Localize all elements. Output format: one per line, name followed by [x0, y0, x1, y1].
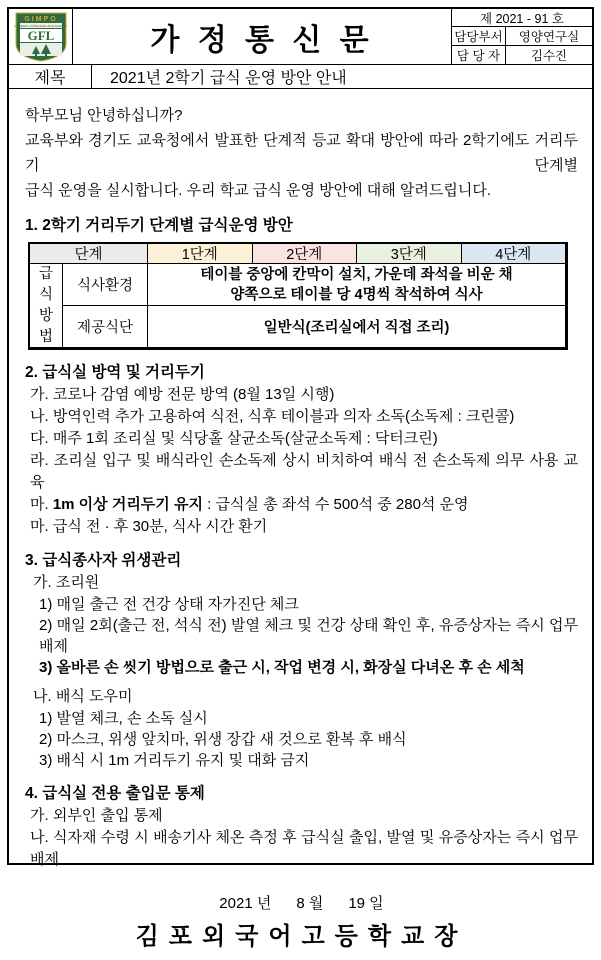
school-shield-logo-icon: [15, 12, 67, 62]
subject-row: [9, 65, 592, 89]
section3-a-item: 2) 매일 2회(출근 전, 석식 전) 발열 체크 및 건강 상태 확인 후, 유증상자는 즉시 업무 배제: [39, 617, 578, 655]
section3-b-item: 2) 마스크, 위생 앞치마, 위생 장갑 새 것으로 환복 후 배식: [39, 731, 407, 748]
item-bold-text: 1m 이상 거리두기 유지: [52, 496, 203, 513]
document-frame: [7, 7, 594, 950]
table-row2-content: 일반식(조리실에서 직접 조리): [148, 306, 566, 348]
section2-item-ma1: [25, 494, 578, 516]
document-header: [9, 9, 592, 65]
intro-paragraph-line: 교육부와 경기도 교육청에서 발표한 단계적 등교 확대 방안에 따라 2학기에도 거리두기 단계별: [25, 132, 578, 174]
table-header-stage3: 3단계: [357, 244, 462, 264]
section3-sub-b-label: 나. 배식 도우미: [33, 688, 133, 705]
department-label: 담당부서: [452, 27, 506, 45]
meal-operation-table: [28, 242, 568, 350]
info-row-department: [452, 27, 592, 46]
section2-item-ma2: 마. 급식 전 · 후 30분, 식사 시간 환기: [30, 518, 268, 535]
subject-value: 2021년 2학기 급식 운영 방안 안내: [110, 70, 347, 87]
section3-b-item: 1) 발열 체크, 손 소독 실시: [39, 710, 208, 727]
section4-heading: 4. 급식실 전용 출입문 통제: [25, 785, 205, 802]
item-prefix: 마.: [30, 496, 53, 513]
table-header-stage2: 2단계: [253, 244, 358, 264]
table-row1-content: [148, 264, 566, 306]
document-number: 제 2021 - 91 호: [452, 9, 592, 27]
person-label: 담 당 자: [452, 46, 506, 64]
logo-school-subtext: FOREIGN LANGUAGE HIGH SCHOOL: [13, 23, 68, 28]
section2-item-ra: 라. 조리실 입구 및 배식라인 손소독제 상시 비치하여 배식 전 손소독제 의무 사용 교육: [30, 452, 578, 491]
section4-item: 나. 식자재 수령 시 배송기사 체온 측정 후 급식실 출입, 발열 및 유증상자는 즉시 업무 배제: [30, 829, 578, 868]
item-rest-text: : 급식실 총 좌석 수 500석 중 280석 운영: [202, 496, 469, 513]
section4-item: 가. 외부인 출입 통제: [30, 807, 163, 824]
section3-b-item: 3) 배식 시 1m 거리두기 유지 및 대화 금지: [39, 752, 310, 769]
section3-a-item: 1) 매일 출근 전 건강 상태 자가진단 체크: [39, 596, 299, 613]
info-row-person: [452, 46, 592, 64]
section3-heading: 3. 급식종사자 위생관리: [25, 552, 182, 569]
intro-greeting: 학부모님 안녕하십니까?: [25, 107, 183, 124]
document-title: 가 정 통 신 문: [150, 23, 374, 57]
table-row1-line2: 양쪽으로 테이블 당 4명씩 착석하여 식사: [230, 286, 483, 303]
section2-item-ga: 가. 코로나 감염 예방 전문 방역 (8월 13일 시행): [30, 386, 335, 403]
logo-school-name: GIMPO: [23, 15, 58, 23]
document-body: [9, 89, 592, 960]
table-row2-label: 제공식단: [63, 306, 148, 348]
logo-initials: GFL: [27, 27, 54, 43]
table-group-label: 급식방법: [30, 264, 63, 348]
principal-signature: 김포외국어고등학교장: [135, 923, 468, 950]
department-value: 영양연구실: [518, 30, 580, 44]
table-header-stage1: 1단계: [148, 244, 253, 264]
table-row1-label: 식사환경: [63, 264, 148, 306]
subject-label: 제목: [9, 65, 92, 88]
person-value: 김수진: [530, 49, 568, 63]
section2-heading: 2. 급식실 방역 및 거리두기: [25, 364, 205, 381]
table-row1-line1: 테이블 중앙에 칸막이 설치, 가운데 좌석을 비운 채: [200, 266, 513, 283]
section2-item-da: 다. 매주 1회 조리실 및 식당홀 살균소독(살균소독제 : 닥터크린): [30, 430, 438, 447]
table-header-stage: 단계: [30, 244, 148, 264]
intro-paragraph-line: 급식 운영을 실시합니다. 우리 학교 급식 운영 방안에 대해 알려드립니다.: [25, 182, 492, 199]
section1-heading: 1. 2학기 거리두기 단계별 급식운영 방안: [25, 217, 293, 234]
section2-item-na: 나. 방역인력 추가 고용하여 식전, 식후 테이블과 의자 소독(소독제 : 크린콜): [30, 408, 515, 425]
section3-sub-a-label: 가. 조리원: [33, 574, 100, 591]
issue-date: 2021 년 8 월 19 일: [219, 895, 384, 912]
document-info-table: [451, 9, 592, 64]
table-header-stage4: 4단계: [462, 244, 567, 264]
spacer: [25, 678, 578, 686]
section3-a-item: 3) 올바른 손 씻기 방법으로 출근 시, 작업 변경 시, 화장실 다녀온 후 손 세척: [39, 659, 525, 676]
school-logo-cell: [9, 9, 73, 64]
